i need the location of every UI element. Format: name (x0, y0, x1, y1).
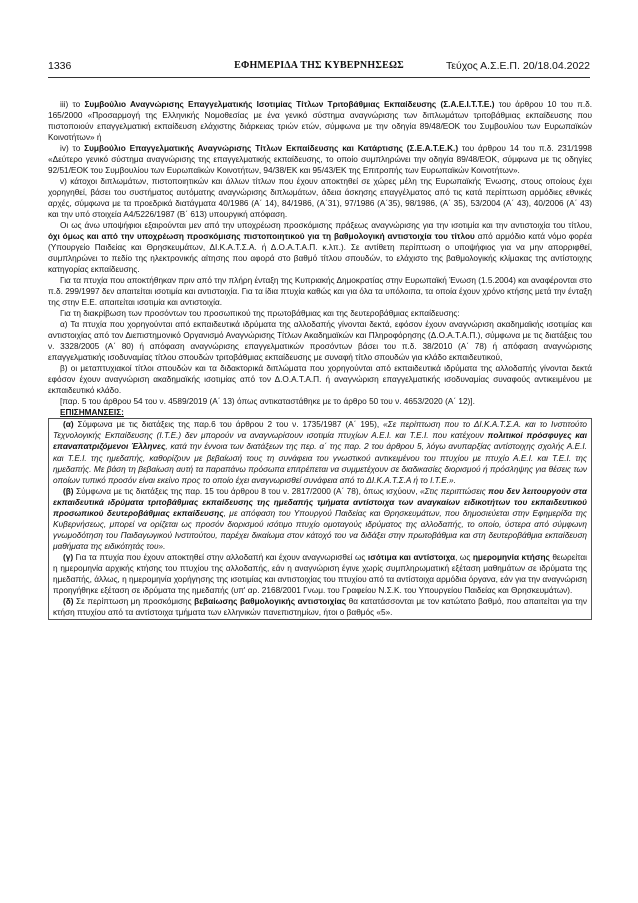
text-run: θα κατατάσσονται με τον κατώτατο βαθμό, που απαιτείται για την κτήση πτυχίου από τα αντίστοιχα τμήματα των ελληνικών πανεπιστημίων, ήτοι ο βαθμός «5». (53, 596, 587, 617)
bold-run: όχι όμως και από την υποχρέωση προσκόμισης πιστοποιητικού για τη βαθμολογική αντιστοιχία του τίτλου (48, 232, 475, 242)
note-b (53, 486, 587, 552)
note-label: (γ) (63, 552, 74, 562)
text-run: Οι ως άνω υποψήφιοι εξαιρούνται μεν από την υποχρέωση προσκόμισης πράξεως αναγνώρισης για την ισοτιμία και την αντιστοιχία του τίτλου, (60, 221, 592, 231)
note-label: (α) (63, 420, 74, 430)
bold-run: ισότιμα και αντίστοιχα (367, 552, 456, 562)
text-run: iv) το (60, 144, 85, 154)
bold-italic-run: που δεν λειτουργούν στα εκπαιδευτικά ιδρύματα τριτοβάθμιας εκπαίδευσης της ημεδαπής τμήματα αντίστοιχα των αναγκαίων ειδικοτήτων του εκπαιδευτικού προσωπικού δευτεροβάθμιας εκπαίδευσης (53, 486, 587, 518)
paragraph-iii (48, 99, 592, 143)
note-d (53, 596, 587, 618)
notes-box (48, 418, 592, 619)
italic-run: «Στις περιπτώσεις (419, 486, 489, 496)
text-run: Για τα πτυχία που έχουν αποκτηθεί στην αλλοδαπή και έχουν αναγνωρισθεί ως (73, 552, 368, 562)
issue-info: Τεύχος Α.Σ.Ε.Π. 20/18.04.2022 (446, 60, 590, 72)
note-label: (δ) (63, 596, 74, 606)
bold-run: Συμβούλιο Αναγνώρισης Επαγγελματικής Ισοτιμίας Τίτλων Τριτοβάθμιας Εκπαίδευσης (Σ.Α.Ε.Ι.Τ.Τ.Ε.) (84, 100, 495, 109)
text-run: iii) το (60, 100, 85, 109)
note-c (53, 552, 587, 596)
paragraph-cyprus: Για τα πτυχία που αποκτήθηκαν πριν από την πλήρη ένταξη της Κυπριακής Δημοκρατίας στην Ευρωπαϊκή Ένωση (1.5.2004) και αναφέρονται στο π.δ. 299/1997 δεν απαιτείται ισοτιμία και αντιστοιχία. Για τα ίδια πτυχία καθώς και για όλα τα υπόλοιπα, τα οποία έχουν χρόνο κτήσης μετά την ένταξη της στην Ε.Ε. απαιτείται ισοτιμία και αντιστοιχία. (48, 276, 592, 308)
italic-run: , με απόφαση του Υπουργού Παιδείας και Θρησκευμάτων, που δημοσιεύεται στην Εφημερίδα της Κυβερνήσεως, μπορεί να ορίζεται ως προσόν διορισμού ισότιμο πτυχίο ομοταγούς ιδρύματος της αλλοδαπής, το οποίο, ύστερα από σύμφωνη γνωμοδότηση του Παιδαγωγικού Ινστιτούτου, παρέχει δικαίωμα στον κάτοχό του να διδάξει στην πρωτοβάθμια και στη δευτεροβάθμια εκπαίδευση μαθήματα της ειδικότητάς του». (53, 508, 587, 551)
note-a (53, 419, 587, 485)
italic-run: «Σε περίπτωση που το ΔΙ.Κ.Α.Τ.Σ.Α. και το Ινστιτούτο Τεχνολογικής Εκπαίδευσης (Ι.Τ.Ε.) δεν μπορούν να αναγνωρίσουν ισοτιμία πτυχίων Α.Ε.Ι. και Τ.Ε.Ι. που κατέχουν (53, 420, 587, 441)
gazette-title: ΕΦΗΜΕΡΙΔΑ ΤΗΣ ΚΥΒΕΡΝΗΣΕΩΣ (234, 60, 404, 71)
text-run: Σύμφωνα με τις διατάξεις της παρ.6 του άρθρου 2 του ν. 1735/1987 (Α΄ 195), (73, 420, 384, 430)
text-run: Σύμφωνα με τις διατάξεις της παρ. 15 του άρθρου 8 του ν. 2817/2000 (Α΄ 78), όπως ισχύουν, (73, 486, 420, 496)
page-number: 1336 (48, 60, 72, 72)
paragraph-beta: β) οι μεταπτυχιακοί τίτλοι σπουδών και τα διδακτορικά διπλώματα που χορηγούνται από εκπαιδευτικά ιδρύματα της αλλοδαπής γίνονται δεκτά εφόσον έχουν αναγνώριση ακαδημαϊκής ισοτιμίας από τον Δ.Ο.Α.Τ.Α.Π. ή αναγνώριση επαγγελματικής ισοδυναμίας συναφούς αντικειμένου με εκπαιδευτικό κλάδο. (48, 364, 592, 396)
paragraph-verification: Για τη διακρίβωση των προσόντων του προσωπικού της πρωτοβάθμιας και της δευτεροβάθμιας εκπαίδευσης: (60, 309, 460, 319)
bold-run: βεβαίωσης βαθμολογικής αντιστοιχίας (194, 596, 347, 606)
text-run: , ως (455, 552, 473, 562)
paragraph-reference: [παρ. 5 του άρθρου 54 του ν. 4589/2019 (Α΄ 13) όπως αντικαταστάθηκε με το άρθρο 50 του ν. 4653/2020 (Α΄ 12)]. (60, 397, 475, 407)
bold-run: Συμβούλιο Επαγγελματικής Αναγνώρισης Τίτλων Εκπαίδευσης και Κατάρτισης (Σ.Ε.Α.Τ.Ε.Κ.) (84, 144, 459, 154)
paragraph-iv (48, 143, 592, 176)
italic-run: , κατά την έννοια των διατάξεων της περ. α΄ της παρ. 2 του άρθρου 5, λόγω ανυπαρξίας αντίστοιχης σχολής Α.Ε.Ι. και Τ.Ε.Ι. της ημεδαπής, καθορίζουν με βεβαίωσή τους τη συνάφεια του γνωστικού αντικειμένου του πτυχίου με πτυχίο Α.Ε.Ι. και Τ.Ε.Ι. της ημεδαπής. Με βάση τη βεβαίωση αυτή τα παραπάνω πρόσωπα επιτρέπεται να συμμετέχουν σε διαδικασίες διορισμού ή πρόσληψης για θέσεις των οποίων τυπικό προσόν είναι εκείνο προς το οποίο έχει αναγνωρισθεί συνάφεια από το ΔΙ.Κ.Α.Τ.Σ.Α ή το Ι.Τ.Ε.». (53, 442, 587, 485)
paragraph-exemption (48, 220, 592, 275)
bold-run: ημερομηνία κτήσης (472, 552, 550, 562)
text-run: Σε περίπτωση μη προσκόμισης (73, 596, 195, 606)
note-label: (β) (63, 486, 74, 496)
paragraph-alpha: α) Τα πτυχία που χορηγούνται από εκπαιδευτικά ιδρύματα της αλλοδαπής γίνονται δεκτά, εφόσον έχουν αναγνώριση ακαδημαϊκής ισοτιμίας και αντιστοιχίας από τον Διεπιστημονικό Οργανισμό Αναγνώρισης Τίτλων Ακαδημαϊκών και Πληροφόρησης (Δ.Ο.Α.Τ.Α.Π.), σύμφωνα με τις διατάξεις του ν. 3328/2005 (Α΄ 80) ή απόφαση αναγνώρισης επαγγελματικών προσόντων βάσει του π.δ. 38/2010 (Α΄ 78) ή απόφαση αναγνώρισης επαγγελματικής ισοδυναμίας τίτλου σπουδών τριτοβάθμιας εκπαίδευσης με συναφή τίτλο σπουδών για κλάδο εκπαιδευτικού, (48, 320, 592, 363)
notes-title: ΕΠΙΣΗΜΑΝΣΕΙΣ: (60, 408, 124, 418)
page-header (48, 60, 590, 74)
text-run: από αρμόδιο κατά νόμο φορέα (Υπουργείο Παιδείας και Θρησκευμάτων, ΔΙ.Κ.Α.Τ.Σ.Α. ή Δ.Ο.Α.Τ.Α.Π. κ.λπ.). Σε αντίθετη περίπτωση ο υποψήφιος για να μην απορριφθεί, συμπληρώνει το πεδίο της ηλεκτρονικής αίτησης που αφορά στο βαθμό τίτλου σπουδών, το ελάχιστο της βαθμολογικής κλίμακας της αντίστοιχης κατηγορίας εκπαίδευσης. (48, 232, 593, 275)
header-rule (48, 77, 590, 78)
text-run: του άρθρου 10 του π.δ. 165/2000 «Προσαρμογή της Ελληνικής Νομοθεσίας με ένα γενικό σύστημα αναγνώρισης των διπλωμάτων τριτοβάθμιας εκπαίδευσης που πιστοποιούν επαγγελματική εκπαίδευση ελάχιστης διάρκειας τριών ετών, σύμφωνα με την οδηγία 89/48/ΕΟΚ του Συμβουλίου των Ευρωπαϊκών Κοινοτήτων» ή (48, 100, 592, 143)
text-run: του άρθρου 14 του π.δ. 231/1998 «Δεύτερο γενικό σύστημα αναγνώρισης της επαγγελματικής εκπαίδευσης, το οποίο συμπληρώνει την οδηγία 89/48/ΕΟΚ, σύμφωνα με τις οδηγίες 92/51/ΕΟΚ του Συμβουλίου των Ευρωπαϊκών Κοινοτήτων, 94/38/ΕΚ και 95/43/ΕΚ της Επιτροπής των Ευρωπαϊκών Κοινοτήτων». (48, 144, 592, 176)
text-run: θεωρείται η ημερομηνία αρχικής κτήσης του πτυχίου της αλλοδαπής, εάν η αναγνώριση έγινε χωρίς συμπληρωματική εξέταση μαθημάτων σε ιδρύματα της ημεδαπής, άλλως, η ημερομηνία χορήγησης της ισοτιμίας και αντιστοιχίας του πτυχίου από τα αντίστοιχα αρμόδια όργανα, εάν για την αναγνώριση προηγήθηκε εξέταση σε ιδρύματα της ημεδαπής (υπ' αρ. 2168/2001 Γνωμ. του Γραφείου Ν.Σ.Κ. του Υπουργείου Παιδείας και Θρησκευμάτων). (53, 552, 588, 595)
bold-italic-run: πολιτικοί πρόσφυγες και επαναπατριζόμενοι Έλληνες (53, 431, 588, 452)
main-text (48, 99, 592, 620)
paragraph-v: v) κάτοχοι διπλωμάτων, πιστοποιητικών και άλλων τίτλων που έχουν αποκτηθεί σε χώρες μέλη της Ευρωπαϊκής Ένωσης, στους οποίους έχει χορηγηθεί, βάσει του συστήματος αυτόματης αναγνώρισης διπλωμάτων, άδεια άσκησης επαγγέλματος από τις κατά περίπτωση αρμόδιες εθνικές αρχές, σύμφωνα με τα προεδρικά διατάγματα 40/1986 (Α΄ 14), 84/1986, (Α΄31), 97/1986 (Α΄35), 98/1986, (Α΄ 35), 53/2004 (Α΄ 43), 40/2006 (Α΄ 43) και την υπό στοιχεία Α4/5226/1987 (Β΄ 613) υπουργική απόφαση. (48, 177, 592, 220)
